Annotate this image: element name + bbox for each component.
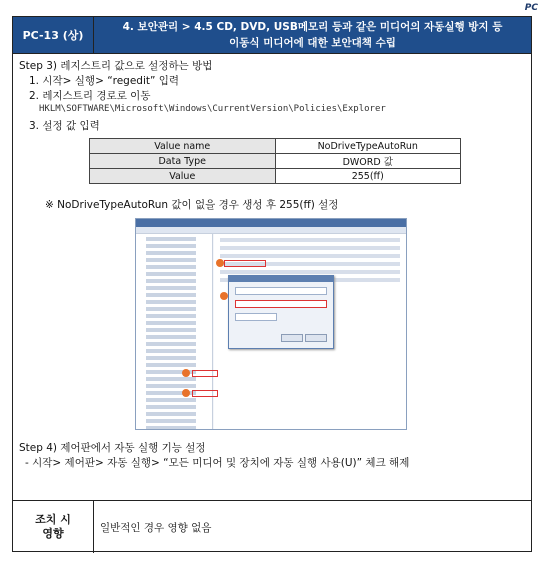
table-value: 255(ff) — [275, 169, 461, 184]
impact-label-line-1: 조치 시 — [35, 513, 71, 526]
step4-heading: Step 4) 제어판에서 자동 실행 기능 설정 — [19, 442, 206, 454]
impact-label-line-2: 영향 — [42, 527, 64, 540]
step3-item-3: 3. 설정 값 입력 — [29, 120, 100, 132]
impact-value: 일반적인 경우 영향 없음 — [100, 521, 212, 534]
table-value: DWORD 값 — [275, 154, 461, 169]
table-value: NoDriveTypeAutoRun — [275, 139, 461, 154]
table-key: Value name — [90, 139, 276, 154]
guideline-table — [12, 16, 532, 552]
screenshot-edit-dialog — [228, 275, 334, 349]
screenshot-titlebar — [136, 219, 406, 227]
step3-note: ※ NoDriveTypeAutoRun 값이 없을 경우 생성 후 255(ff) 설정 — [45, 199, 339, 211]
header-row — [13, 17, 531, 54]
title-line-2: 이동식 미디어에 대한 보안대책 수립 — [229, 37, 396, 49]
page-tag: PC — [524, 3, 538, 13]
step-marker-icon — [182, 389, 190, 397]
screenshot-tree-pane — [136, 234, 213, 429]
registry-value-table — [89, 138, 461, 184]
title-line-1: 4. 보안관리 > 4.5 CD, DVD, USB메모리 등과 같은 미디어의 자동실행 방지 등 — [122, 21, 503, 33]
screenshot-menubar — [136, 227, 406, 234]
step-marker-icon — [182, 369, 190, 377]
table-key: Data Type — [90, 154, 276, 169]
step3-heading: Step 3) 레지스트리 값으로 설정하는 방법 — [19, 60, 213, 72]
table-row — [90, 169, 461, 184]
highlight-box — [192, 370, 218, 377]
table-row — [90, 154, 461, 169]
table-row — [90, 139, 461, 154]
step4-item: - 시작> 제어판> 자동 실행> “모든 미디어 및 장치에 자동 실행 사용(U)” 체크 해제 — [25, 457, 410, 469]
step3-item-2: 2. 레지스트리 경로로 이동 — [29, 90, 151, 102]
content-cell — [13, 54, 531, 501]
step-marker-icon — [216, 259, 224, 267]
registry-path: HKLM\SOFTWARE\Microsoft\Windows\CurrentVersion\Policies\Explorer — [39, 104, 386, 114]
highlight-box — [192, 390, 218, 397]
step3-item-1: 1. 시작> 실행> “regedit” 입력 — [29, 75, 180, 87]
footer-row — [13, 501, 531, 553]
highlight-box — [224, 260, 266, 267]
step-marker-icon — [220, 292, 228, 300]
impact-label — [13, 501, 94, 553]
table-key: Value — [90, 169, 276, 184]
registry-editor-screenshot — [135, 218, 407, 430]
item-title — [94, 17, 531, 53]
item-id: PC-13 (상) — [13, 17, 94, 53]
